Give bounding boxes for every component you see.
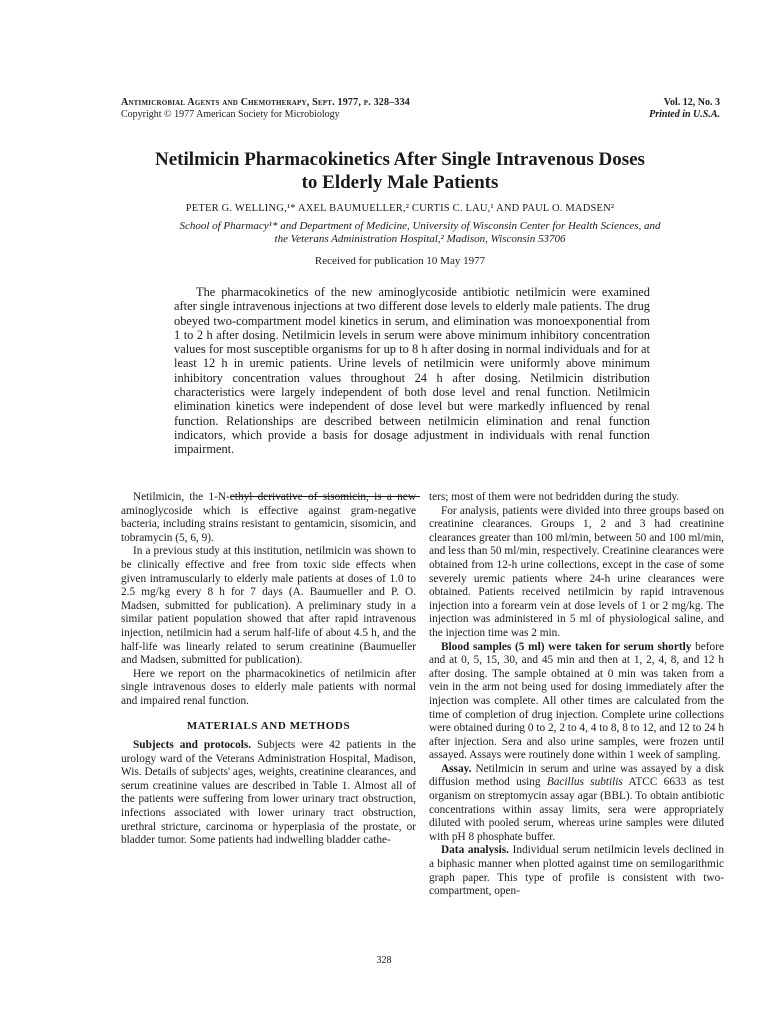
copyright-notice: Copyright © 1977 American Society for Microbiology	[121, 109, 340, 120]
continued-paragraph: ters; most of them were not bedridden during the study.	[429, 491, 680, 503]
subjects-text: Subjects were 42 patients in the urology ward of the Veterans Administration Hospital, Madison, Wis. Details of subjects' ages, weights, creatinine clearances, and serum creatinine values are described in Table 1. Almost all of the patients were suffering from lower urinary tract obstruction, infections associated with lower urinary tract obstruction, urethral stricture, carcinoma or hyperplasia of the prostate, or bladder tumor. Some patients had indwelling bladder cathe-	[121, 739, 416, 847]
journal-citation: Antimicrobial Agents and Chemotherapy, Sept. 1977, p. 328–334	[121, 97, 411, 108]
assay-text-a: Netilmicin in serum and urine was assayed by a disk diffusion method using	[429, 762, 724, 789]
printed-location: Printed in U.S.A.	[649, 109, 720, 120]
right-column	[429, 491, 724, 899]
page-number: 328	[376, 955, 392, 966]
section-heading-methods: MATERIALS AND METHODS	[186, 719, 351, 732]
running-header-right	[649, 97, 720, 121]
title-line-2: to Elderly Male Patients	[301, 172, 499, 193]
received-date: Received for publication 10 May 1977	[314, 255, 486, 267]
groups-paragraph: For analysis, patients were divided into three groups based on creatinine clearances. Groups 1, 2 and 3 had creatinine clearances greater than 100 ml/min, between 50 and 100 ml/min, and less than 50 ml/min, respectively. Creatinine clearances were obtained from 12-h urine collections, except in the case of some severely uremic patients where 24-h urine clearances were obtained. Patients received netilmicin by rapid intravenous injection into a forearm vein at dose levels of 1 or 2 mg/kg. The injection was administered in 5 ml of physiological saline, and the injection time was 2 min.	[429, 504, 724, 639]
title-line-1: Netilmicin Pharmacokinetics After Single Intravenous Doses	[155, 149, 645, 170]
affiliations	[110, 220, 730, 246]
data-analysis-paragraph	[429, 844, 724, 898]
organism-name: Bacillus subtilis	[546, 776, 623, 789]
intro-paragraph-3: Here we report on the pharmacokinetics of netilmicin after single intravenous doses to elderly male patients with normal and impaired renal function.	[121, 667, 416, 707]
blood-samples-paragraph	[429, 641, 724, 763]
run-in-head-assay: Assay.	[441, 762, 472, 775]
running-header-left	[121, 97, 410, 121]
blood-samples-text: before and at 0, 5, 15, 30, and 45 min and then at 1, 2, 4, 8, and 12 h after dosing. The sample obtained at 0 min was taken from a vein in the arm not being used for dosing immediately after the injection was complete. All other times are calculated from the time of completion of drug injection. Complete urine collections were obtained during 0 to 2, 2 to 4, 4 to 8, 8 to 12, and 12 to 24 h after injection. Sera and also urine samples, were frozen until assayed. Assays were routinely done within 1 week of sampling.	[429, 640, 724, 762]
intro-paragraph-2: In a previous study at this institution, netilmicin was shown to be clinically effective and free from toxic side effects when given intramuscularly to elderly male patients at doses of 1.0 to 2.5 mg/kg every 8 h for 7 days (A. Baumueller and P. O. Madsen, submitted for publication). A preliminary study in a similar patient population showed that after rapid intravenous injection, netilmicin had a serum half-life of about 4.5 h, and the half-life was linearly related to serum creatinine (Baumueller and Madsen, submitted for publication).	[121, 545, 416, 667]
abstract: The pharmacokinetics of the new aminoglycoside antibiotic netilmicin were examined after single intravenous injections at two different dose levels to elderly male patients. The drug obeyed two-compartment model kinetics in serum, and elimination was monoexponential from 1 to 2 h after dosing. Netilmicin levels in serum were above minimum inhibitory concentration values for most susceptible organisms for up to 8 h after dosing in normal individuals and for at least 12 h in uremic patients. Urine levels of netilmicin were uniformly above minimum inhibitory concentration values throughout 24 h after dosing. Netilmicin distribution characteristics were largely independent of both dose level and renal function. Netilmicin elimination kinetics were independent of dose level but were markedly influenced by renal function. Relationships are described between netilmicin elimination and renal function indicators, which provide a basis for dosage adjustment in individuals with renal function impairment.	[174, 285, 650, 457]
volume-issue: Vol. 12, No. 3	[663, 97, 720, 108]
subjects-paragraph	[121, 739, 416, 848]
run-in-head-analysis: Data analysis.	[441, 844, 509, 857]
affiliation-line-2: the Veterans Administration Hospital,² Madison, Wisconsin 53706	[274, 233, 566, 245]
author-list: PETER G. WELLING,¹* AXEL BAUMUELLER,² CURTIS C. LAU,¹ AND PAUL O. MADSEN²	[185, 203, 615, 214]
intro-paragraph-1: Netilmicin, the 1-N-ethyl derivative of sisomicin, is a new aminoglycoside which is effective against gram-negative bacteria, including strains resistant to gentamicin, sisomicin, and tobramycin (5, 6, 9).	[121, 491, 416, 544]
assay-paragraph	[429, 763, 724, 845]
assay-text-b: ATCC 6633 as test organism on streptomycin assay agar (BBL). To obtain antibiotic concentrations within assay limits, sera were appropriately diluted with pooled serum, whereas urine samples were diluted with pH 8 phosphate buffer.	[429, 776, 724, 843]
run-in-head-blood: Blood samples (5 ml) were taken for serum shortly	[441, 640, 692, 653]
affiliation-line-1: School of Pharmacy¹* and Department of Medicine, University of Wisconsin Center for Health Sciences, and	[179, 220, 661, 232]
data-analysis-text: Individual serum netilmicin levels declined in a biphasic manner when plotted against time on semilogarithmic graph paper. This type of profile is consistent with two-compartment, open-	[429, 844, 724, 898]
article-title	[100, 148, 700, 194]
left-column	[121, 491, 416, 848]
run-in-head-subjects: Subjects and protocols.	[133, 739, 252, 752]
